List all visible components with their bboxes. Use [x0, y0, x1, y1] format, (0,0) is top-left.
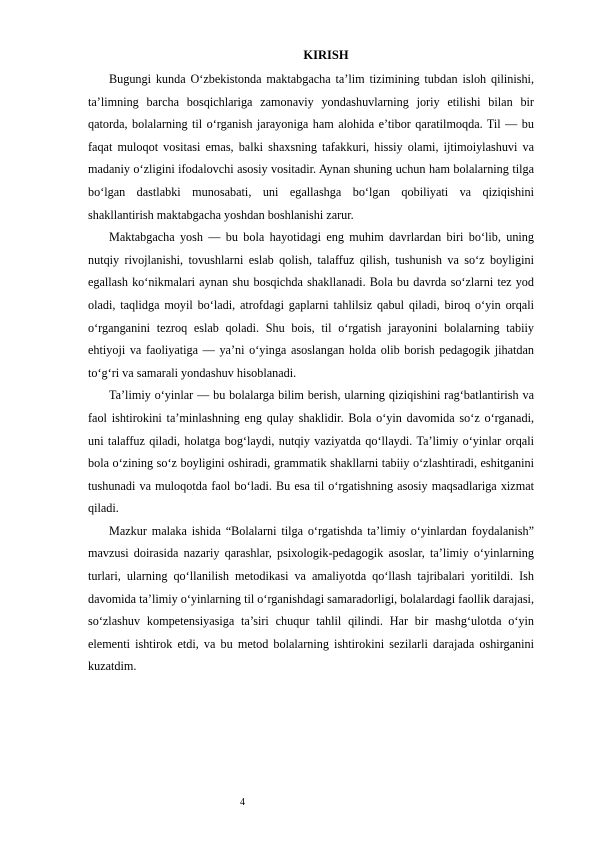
section-title: KIRISH	[303, 48, 349, 62]
paragraph-3: Ta’limiy o‘yinlar — bu bolalarga bilim berish, ularning qiziqishini rag‘batlantirish va faol ishtirokini ta’minlashning eng qulay shaklidir. Bola o‘yin davomida so‘z o‘rganadi, uni talaffuz qiladi, holatga bog‘laydi, nutqiy vaziyatda qo‘llaydi. Ta’limiy o‘yinlar orqali bola o‘zining so‘z boyligini oshiradi, grammatik shakllarni tabiiy o‘zlashtiradi, eshitganini tushunadi va muloqotda faol bo‘ladi. Bu esa til o‘rgatishning asosiy maqsadlariga xizmat qiladi.	[88, 388, 534, 516]
paragraph-2: Maktabgacha yosh — bu bola hayotidagi eng muhim davrlardan biri bo‘lib, uning nutqiy rivojlanishi, tovushlarni eslab qolish, talaffuz qilish, tushunish va so‘z boyligini egallash ko‘nikmalari aynan shu bosqichda shakllanadi. Bola bu davrda so‘zlarni tez yod oladi, taqlidga moyil bo‘ladi, atrofdagi gaplarni tahlilsiz qabul qiladi, biroq o‘yin orqali o‘rganganini tezroq eslab qoladi. Shu bois, til o‘rgatish jarayonini bolalarning tabiiy ehtiyoji va faoliyatiga — ya’ni o‘yinga asoslangan holda olib borish pedagogik jihatdan to‘g‘ri va samarali yondashuv hisoblanadi.	[88, 230, 534, 380]
paragraph-4: Mazkur malaka ishida “Bolalarni tilga o‘rgatishda ta’limiy o‘yinlardan foydalanish” mavzusi doirasida nazariy qarashlar, psixologik-pedagogik asoslar, ta’limiy o‘yinlarning turlari, ularning qo‘llanilish metodikasi va amaliyotda qo‘llash tajribalari yoritildi. Ish davomida ta’limiy o‘yinlarning til o‘rganishdagi samaradorligi, bolalardagi faollik darajasi, so‘zlashuv kompetensiyasiga ta’siri chuqur tahlil qilindi. Har bir mashg‘ulotda o‘yin elementi ishtirok etdi, va bu metod bolalarning ishtirokini sezilarli darajada oshirganini kuzatdim.	[88, 523, 534, 674]
document-page	[88, 48, 534, 678]
page-number: 4	[240, 797, 245, 808]
paragraph-1: Bugungi kunda O‘zbekistonda maktabgacha ta’lim tizimining tubdan isloh qilinishi, ta’limning barcha bosqichlariga zamonaviy yondashuvlarning joriy etilishi bilan bir qatorda, bolalarning til o‘rganish jarayoniga ham alohida e’tibor qaratilmoqda. Til — bu faqat muloqot vositasi emas, balki shaxsning tafakkuri, hissiy olami, ijtimoiylashuvi va madaniy o‘zligini ifodalovchi asosiy vositadir. Aynan shuning uchun ham bolalarning tilga bo‘lgan dastlabki munosabati, uni egallashga bo‘lgan qobiliyati va qiziqishini shakllantirish maktabgacha yoshdan boshlanishi zarur.	[88, 72, 534, 222]
